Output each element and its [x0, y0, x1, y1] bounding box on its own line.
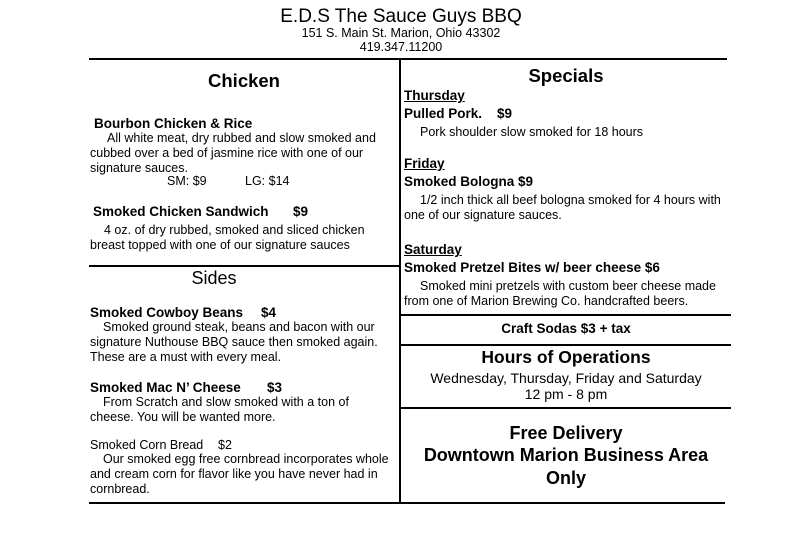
smoked-bologna-desc: 1/2 inch thick all beef bologna smoked for 4 hours with one of our signature sauces.: [404, 193, 721, 222]
smoked-bologna-name: Smoked Bologna $9: [404, 174, 534, 189]
mac-cheese-price: $3: [267, 380, 283, 395]
pulled-pork-name: Pulled Pork.: [404, 106, 483, 121]
corn-bread-desc: Our smoked egg free cornbread incorporates whole and cream corn for flavor like you have never had in cornbread.: [90, 452, 389, 496]
restaurant-address: 151 S. Main St. Marion, Ohio 43302: [301, 26, 501, 40]
pulled-pork-desc: Pork shoulder slow smoked for 18 hours: [420, 125, 644, 139]
sides-heading: Sides: [191, 268, 237, 288]
restaurant-phone: 419.347.11200: [359, 40, 443, 54]
restaurant-title: E.D.S The Sauce Guys BBQ: [280, 6, 522, 27]
specials-sodas-divider: [400, 314, 731, 316]
cowboy-beans-desc: Smoked ground steak, beans and bacon with our signature Nuthouse BBQ sauce then smoked again. These are a must with every meal.: [90, 320, 378, 364]
delivery-line-3: Only: [545, 468, 586, 488]
sodas-hours-divider: [400, 344, 731, 346]
cowboy-beans-price: $4: [261, 305, 277, 320]
delivery-line-1: Free Delivery: [509, 423, 623, 443]
chicken-sandwich-name: Smoked Chicken Sandwich: [93, 204, 269, 219]
hours-time: 12 pm - 8 pm: [524, 386, 608, 402]
corn-bread-price: $2: [218, 438, 232, 452]
hours-heading: Hours of Operations: [481, 347, 651, 367]
bourbon-chicken-name: Bourbon Chicken & Rice: [94, 116, 253, 131]
hours-delivery-divider: [400, 407, 731, 409]
specials-heading: Specials: [528, 65, 604, 86]
saturday-label: Saturday: [404, 242, 462, 257]
chicken-heading: Chicken: [208, 70, 280, 91]
thursday-label: Thursday: [404, 88, 465, 103]
cowboy-beans-name: Smoked Cowboy Beans: [90, 305, 244, 320]
friday-label: Friday: [404, 156, 445, 171]
chicken-sides-divider: [89, 265, 400, 267]
bourbon-chicken-sm-price: SM: $9: [167, 174, 207, 188]
chicken-sandwich-price: $9: [293, 204, 309, 219]
corn-bread-name: Smoked Corn Bread: [90, 438, 204, 452]
craft-sodas: Craft Sodas $3 + tax: [501, 321, 631, 336]
chicken-sandwich-desc: 4 oz. of dry rubbed, smoked and sliced chicken breast topped with one of our signature sauces: [90, 223, 365, 252]
top-rule: [89, 58, 727, 60]
bourbon-chicken-desc: All white meat, dry rubbed and slow smoked and cubbed over a bed of jasmine rice with one of our signature sauces.: [90, 131, 376, 175]
bourbon-chicken-lg-price: LG: $14: [245, 174, 290, 188]
pretzel-bites-desc: Smoked mini pretzels with custom beer cheese made from one of Marion Brewing Co. handcrafted beers.: [404, 279, 716, 308]
pulled-pork-price: $9: [497, 106, 513, 121]
bottom-rule: [89, 502, 725, 504]
mac-cheese-desc: From Scratch and slow smoked with a ton of cheese. You will be wanted more.: [90, 395, 349, 424]
hours-days: Wednesday, Thursday, Friday and Saturday: [430, 370, 702, 386]
mac-cheese-name: Smoked Mac N’ Cheese: [90, 380, 241, 395]
pretzel-bites-name: Smoked Pretzel Bites w/ beer cheese $6: [404, 260, 660, 275]
delivery-line-2: Downtown Marion Business Area: [423, 445, 709, 465]
